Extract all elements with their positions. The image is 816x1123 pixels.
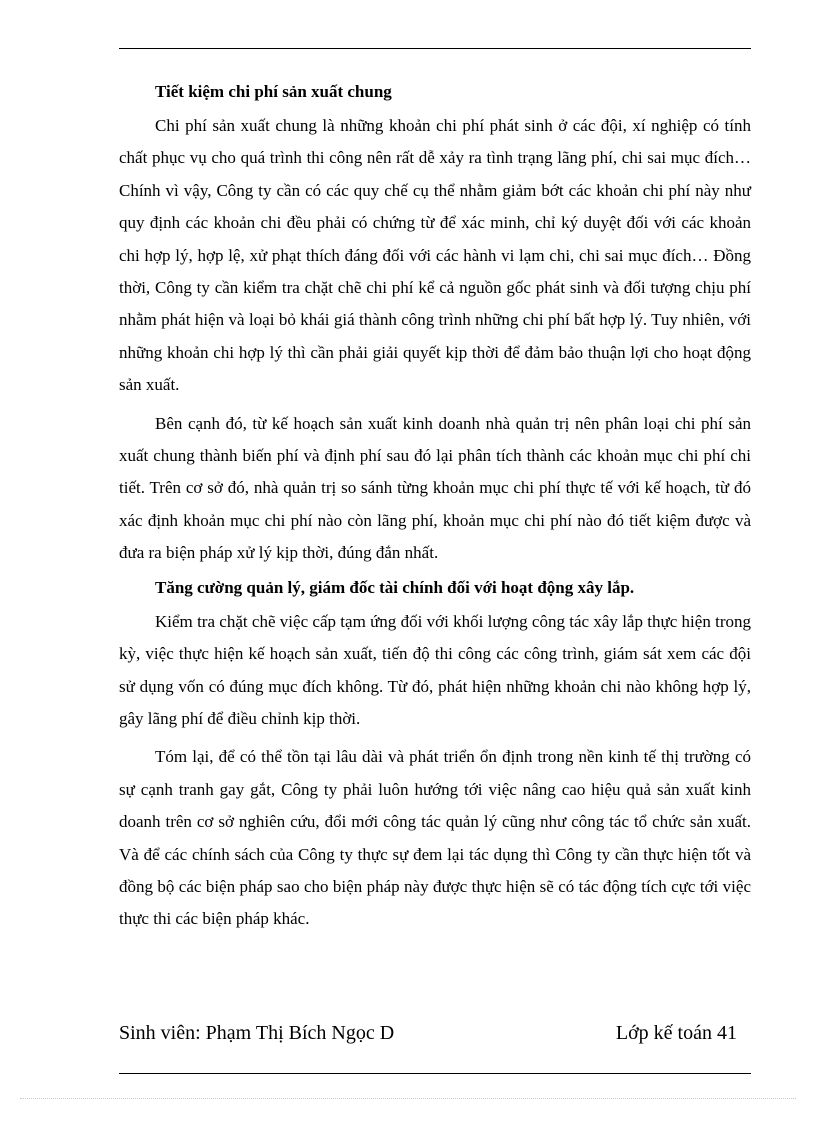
paragraph-general-costs: Chi phí sản xuất chung là những khoản chi phí phát sinh ở các đội, xí nghiệp có tính chất phục vụ cho quá trình thi công nên rất dễ xảy ra tình trạng lãng phí, chi sai mục đích…Chính vì vậy, Công ty cần có các quy chế cụ thể nhằm giảm bớt các khoản chi phí này như quy định các khoản chi đều phải có chứng từ để xác minh, chỉ ký duyệt đối với các khoản chi hợp lý, hợp lệ, xử phạt thích đáng đối với các hành vi lạm chi, chi sai mục đích… Đồng thời, Công ty cần kiểm tra chặt chẽ chi phí kể cả nguồn gốc phát sinh và đối tượng chịu phí nhằm phát hiện và loại bỏ khái giá thành công trình những chi phí bất hợp lý. Tuy nhiên, với những khoản chi hợp lý thì cần phải giải quyết kịp thời để đảm bảo thuận lợi cho hoạt động sản xuất. xyxy=(119,116,751,395)
section-heading-cost-saving: Tiết kiệm chi phí sản xuất chung xyxy=(155,82,392,101)
footer-student-name: Sinh viên: Phạm Thị Bích Ngọc D xyxy=(119,1022,395,1044)
footer-class-name: Lớp kế toán 41 xyxy=(615,1022,737,1044)
paragraph-cost-classification: Bên cạnh đó, từ kế hoạch sản xuất kinh doanh nhà quản trị nên phân loại chi phí sản xuất chung thành biến phí và định phí sau đó lại phân tích thành các khoản mục chi phí chi tiết. Trên cơ sở đó, nhà quản trị so sánh từng khoản mục chi phí thực tế với kế hoạch, từ đó xác định khoản mục chi phí nào còn lãng phí, khoản mục chi phí nào đó tiết kiệm được và đưa ra biện pháp xử lý kịp thời, đúng đắn nhất. xyxy=(119,413,751,563)
paragraph-advance-control: Kiểm tra chặt chẽ việc cấp tạm ứng đối với khối lượng công tác xây lắp thực hiện trong kỳ, việc thực hiện kế hoạch sản xuất, tiến độ thi công các công trình, giám sát xem các đội sử dụng vốn có đúng mục đích không. Từ đó, phát hiện những khoản chi nào không hợp lý, gây lãng phí để điều chỉnh kịp thời. xyxy=(119,611,751,728)
paragraph-conclusion: Tóm lại, để có thể tồn tại lâu dài và phát triển ổn định trong nền kinh tế thị trường có sự cạnh tranh gay gắt, Công ty phải luôn hướng tới việc nâng cao hiệu quả sản xuất kinh doanh trên cơ sở nghiên cứu, đổi mới công tác quản lý cũng như công tác tổ chức sản xuất. Và để các chính sách của Công ty thực sự đem lại tác dụng thì Công ty cần thực hiện tốt và đồng bộ các biện pháp sao cho biện pháp này được thực hiện sẽ có tác động tích cực tới việc thực thi các biện pháp khác. xyxy=(119,747,751,929)
page-boundary xyxy=(20,1098,796,1099)
footer-rule xyxy=(119,1073,751,1074)
section-heading-financial-supervision: Tăng cường quản lý, giám đốc tài chính đối với hoạt động xây lắp. xyxy=(155,577,635,597)
header-rule xyxy=(119,48,751,49)
document-body xyxy=(119,76,751,936)
